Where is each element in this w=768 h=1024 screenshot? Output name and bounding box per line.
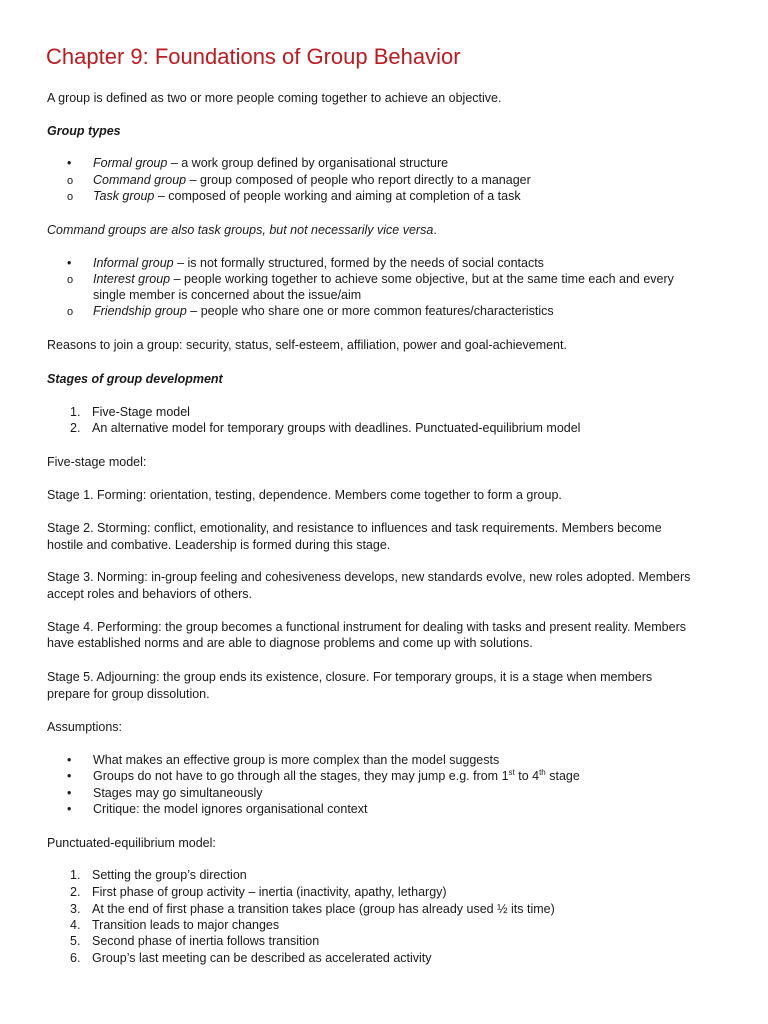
definition: – is not formally structured, formed by the needs of social contacts — [173, 256, 544, 270]
assumptions-heading: Assumptions: — [47, 720, 123, 734]
intro-paragraph: A group is defined as two or more people coming together to achieve an objective. — [47, 91, 502, 105]
term: Friendship group — [93, 304, 187, 318]
term: Informal group — [93, 256, 174, 270]
term: Formal group — [93, 156, 168, 170]
stage-1-paragraph: Stage 1. Forming: orientation, testing, dependence. Members come together to form a group. — [47, 488, 562, 502]
stages-heading: Stages of group development — [47, 372, 223, 386]
bullet-circle-icon — [67, 172, 87, 189]
term: Command group — [93, 173, 187, 187]
definition: – a work group defined by organisational structure — [167, 156, 449, 170]
term: Interest group — [93, 272, 171, 286]
command-note: Command groups are also task groups, but not necessarily vice versa. — [47, 223, 437, 237]
term: Task group — [93, 189, 155, 203]
definition: – people who share one or more common features/characteristics — [186, 304, 554, 318]
document-page: Chapter 9: Foundations of Group Behavior A group is defined as two or more people coming together to achieve an objective. Group types • Formal group – a work group defined by organisational structure o Command group – group composed of people who report directly to a manager o Task group – composed of people working and aiming at completion of a task Command groups are also task groups, but not necessarily vice versa. • Informal group – is not formally structured, formed by the needs of social contacts o Interest group – people working together to achieve some objective, but at the same time each and every single member is concerned about the issue/aim o Friendship group – people who share one or more common features/characteristics Reasons to join a group: security, status, self-esteem, affiliation, power and goal-achievement. Stages of group development 1. Five-Stage model 2. An alternative model for temporary groups with deadlines. Punctuated-equilibrium model Five-stage model: Stage 1. Forming: orientation, testing, dependence. Members come together to form a group. Stage 2. Storming: conflict, emotionality, and resistance to influences and task requirements. Members become hostile and combative. Leadership is formed during this stage. Stage 3. Norming: in-group feeling and cohesiveness develops, new standards evolve, new roles adopted. Members accept roles and behaviors of others. Stage 4. Performing: the group becomes a functional instrument for dealing with tasks and present reality. Members have established norms and are able to diagnose problems and come up with solutions. Stage 5. Adjourning: the group ends its existence, closure. For temporary groups, it is a stage when members prepare for group dissolution. Assumptions: • What makes an effective group is more complex than the model suggests • Groups do not have to go through all the stages, they may jump e.g. from 1st to 4th stage • Stages may go simultaneously • Critique: the model ignores organisational context Punctuated-equilibrium model: 1. Setting the group’s direction 2. First phase of group activity – inertia (inactivity, apathy, lethargy) 3. At the end of first phase a transition takes place (group has already used ½ its time) 4. Transition leads to major changes 5. Second phase of inertia follows transition 6. Group’s last meeting can be described as accelerated activity — [0, 0, 768, 1024]
bullet-dot-icon — [67, 768, 87, 784]
stage-5-line-2: prepare for group dissolution. — [47, 687, 210, 701]
reasons-paragraph: Reasons to join a group: security, status, self-esteem, affiliation, power and goal-achievement. — [47, 338, 567, 352]
stage-2-line-2: hostile and combative. Leadership is formed during this stage. — [47, 538, 391, 552]
group-types-heading: Group types — [47, 124, 121, 138]
stage-3-line-2: accept roles and behaviors of others. — [47, 587, 252, 601]
bullet-dot-icon — [67, 255, 87, 271]
bullet-dot-icon — [67, 155, 87, 171]
bullet-circle-icon — [67, 303, 87, 320]
definition: – group composed of people who report directly to a manager — [186, 173, 531, 187]
five-stage-heading: Five-stage model: — [47, 455, 147, 469]
page-title: Chapter 9: Foundations of Group Behavior — [46, 44, 461, 69]
bullet-circle-icon — [67, 188, 87, 205]
bullet-dot-icon — [67, 785, 87, 801]
stage-3-line-1: Stage 3. Norming: in-group feeling and cohesiveness develops, new standards evolve, new roles adopted. Members — [47, 570, 691, 584]
stage-5-line-1: Stage 5. Adjourning: the group ends its existence, closure. For temporary groups, it is a stage when members — [47, 670, 653, 684]
stage-4-line-2: have established norms and are able to diagnose problems and come up with solutions. — [47, 636, 533, 650]
definition: – composed of people working and aiming at completion of a task — [154, 189, 521, 203]
definition: – people working together to achieve some objective, but at the same time each and every — [170, 272, 674, 286]
pe-heading: Punctuated-equilibrium model: — [47, 836, 216, 850]
stage-4-line-1: Stage 4. Performing: the group becomes a functional instrument for dealing with tasks and present reality. Members — [47, 620, 686, 634]
bullet-circle-icon — [67, 271, 87, 288]
bullet-dot-icon — [67, 801, 87, 817]
bullet-dot-icon — [67, 752, 87, 768]
stage-2-line-1: Stage 2. Storming: conflict, emotionality, and resistance to influences and task requirements. Members become — [47, 521, 662, 535]
